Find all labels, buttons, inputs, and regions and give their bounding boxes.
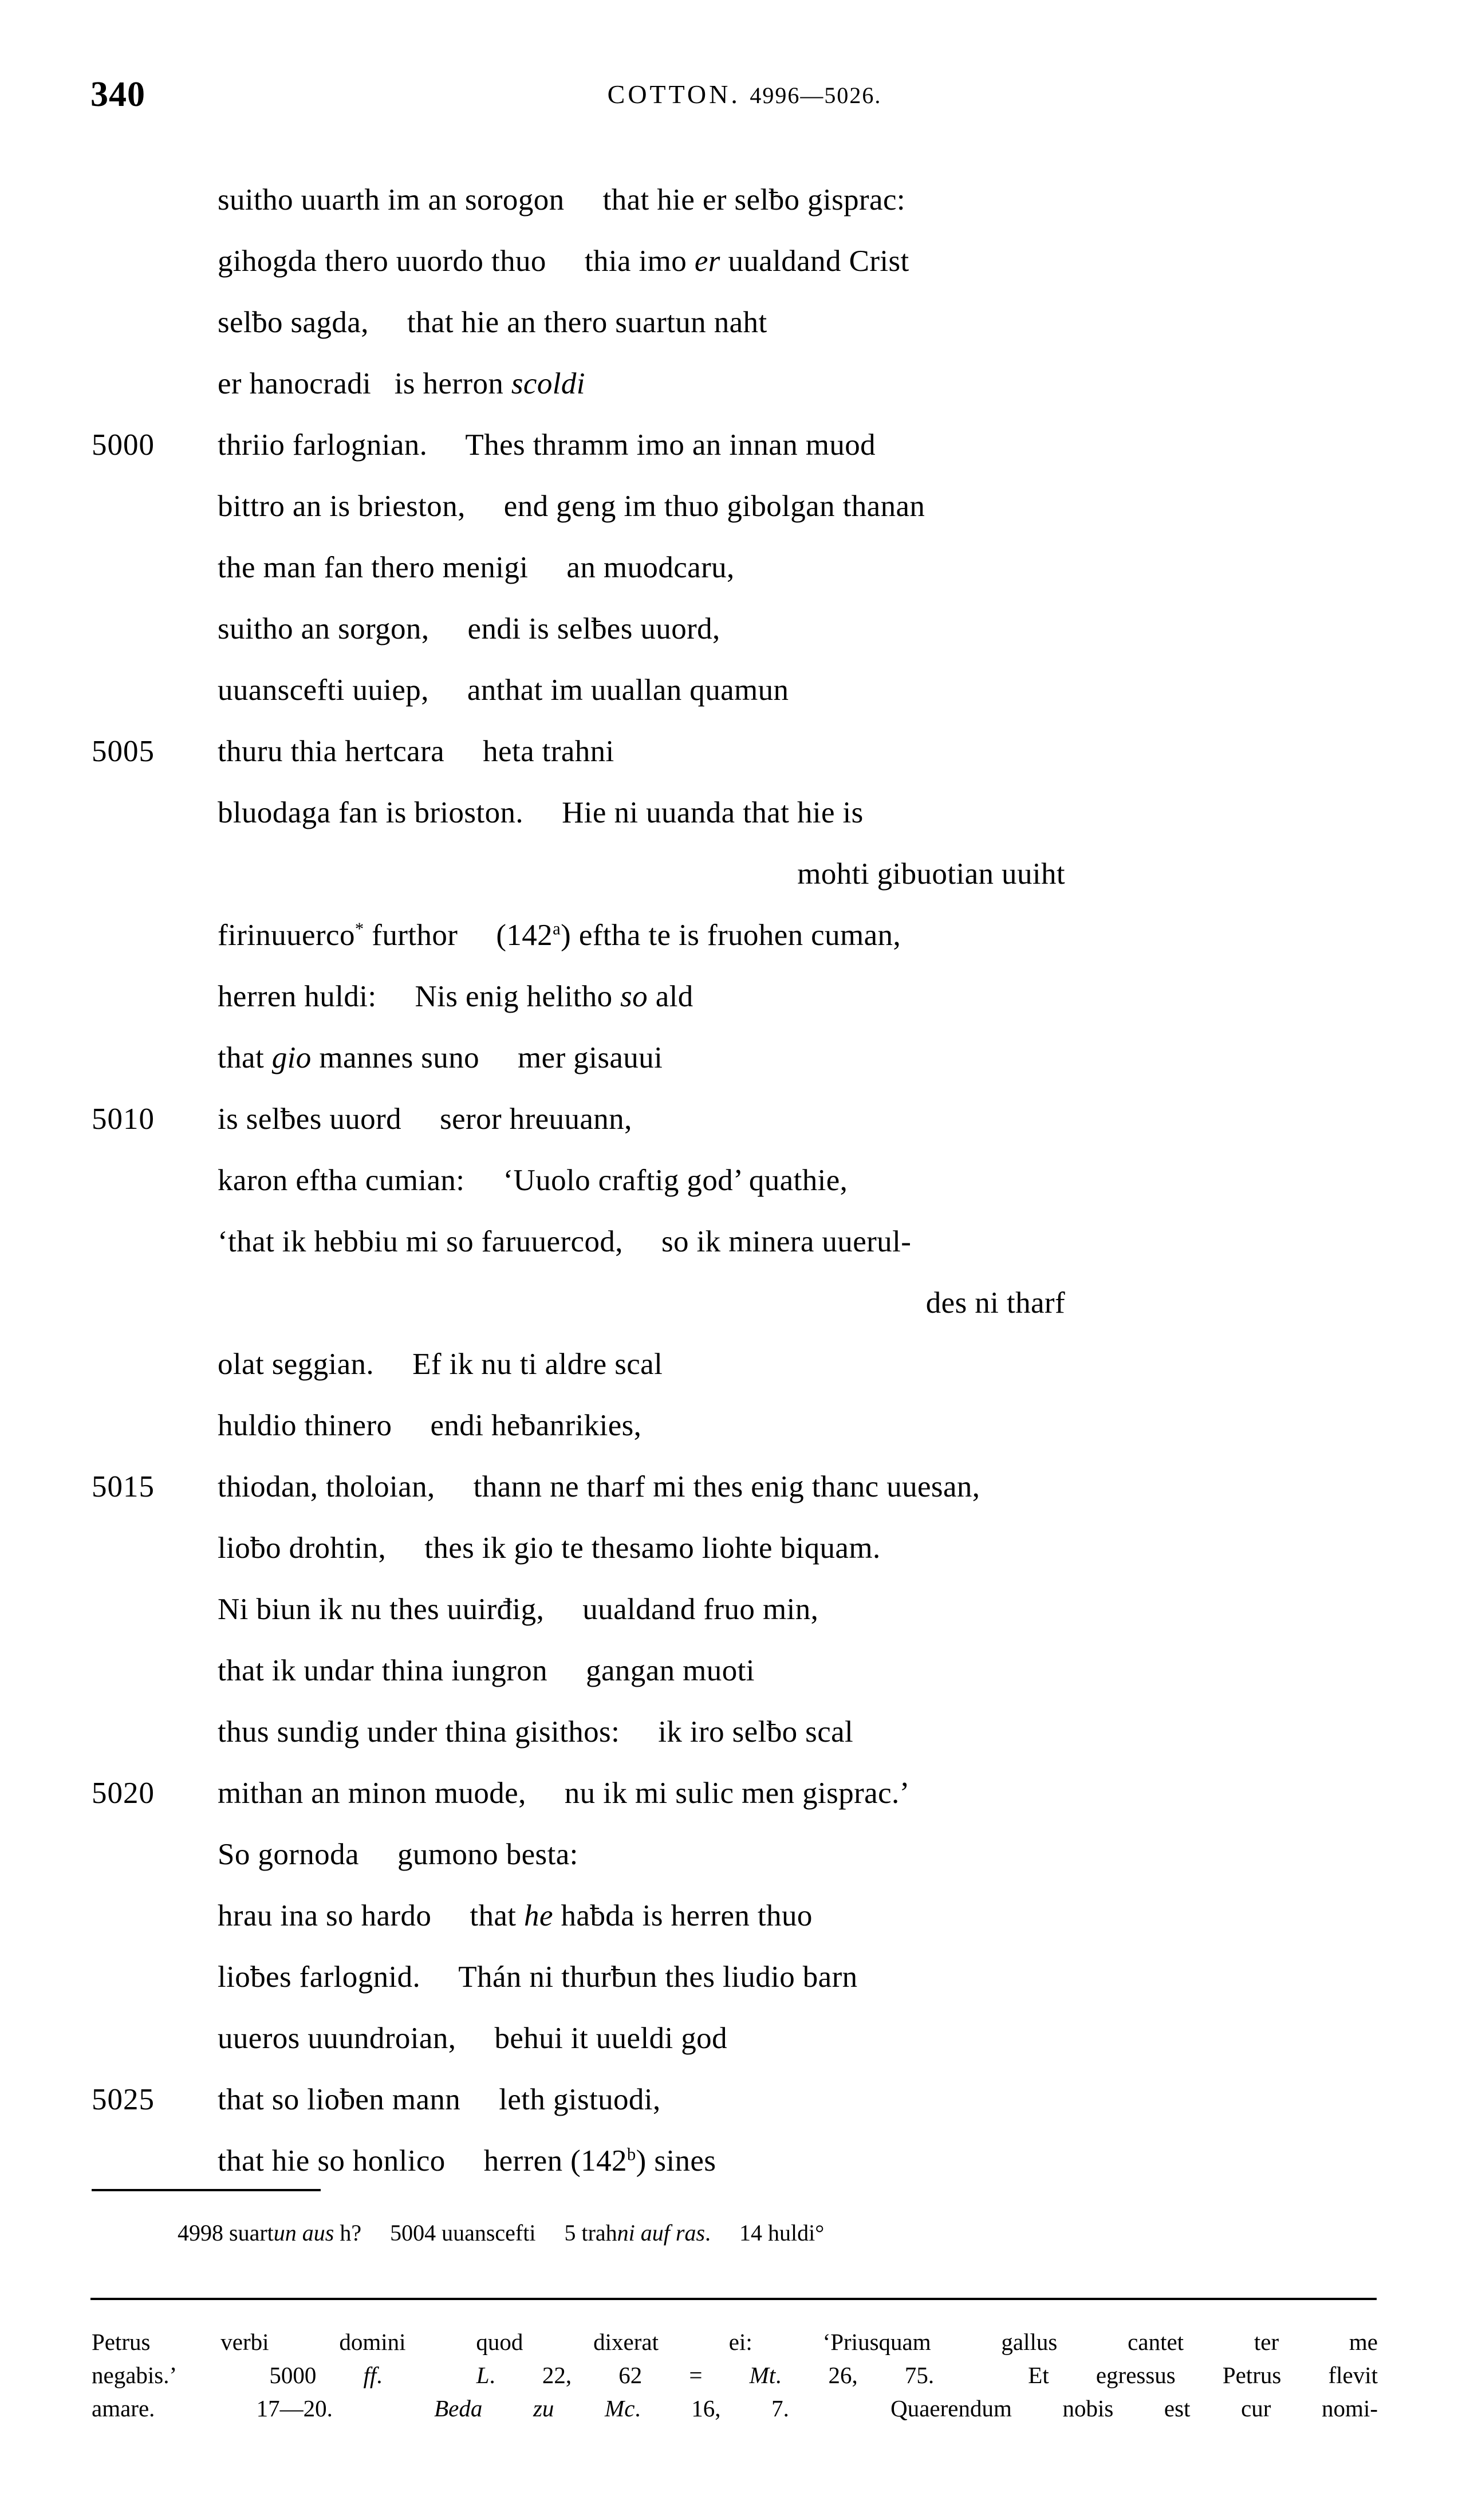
verse-line xyxy=(0,170,1466,231)
verse-line xyxy=(0,476,1466,537)
verse-runover-text: des ni tharf xyxy=(925,1286,1065,1320)
verse-text: er hanocradi is herron scoldi xyxy=(218,367,585,400)
verse-line xyxy=(0,292,1466,353)
verse-line xyxy=(0,782,1466,844)
verse-line xyxy=(0,966,1466,1027)
verse-text: So gornoda gumono besta: xyxy=(218,1838,578,1871)
verse-line-number: 5020 xyxy=(92,1777,155,1810)
verse-line xyxy=(0,2008,1466,2069)
verse-text: is selƀes uuord seror hreuuann, xyxy=(218,1102,632,1136)
verse-line xyxy=(0,1456,1466,1518)
verse-line-number: 5015 xyxy=(92,1470,155,1503)
verse-text: huldio thinero endi heƀanrikies, xyxy=(218,1409,642,1442)
verse-runover-text: mohti gibuotian uuiht xyxy=(797,857,1065,891)
verse-line xyxy=(0,1027,1466,1089)
verse-line xyxy=(0,905,1466,966)
verse-text: selƀo sagda, that hie an thero suartun naht xyxy=(218,306,767,339)
running-title-main: COTTON. xyxy=(607,80,740,109)
verse-text: mithan an minon muode, nu ik mi sulic men gisprac.’ xyxy=(218,1777,910,1810)
verse-line xyxy=(0,1150,1466,1211)
latin-footnote xyxy=(92,2325,1378,2425)
apparatus-line: 4998 suartun aus h? 5004 uuanscefti 5 trahni auf ras. 14 huldi° xyxy=(178,2220,825,2246)
verse-line xyxy=(0,415,1466,476)
verse-text: bittro an is brieston, end geng im thuo gibolgan thanan xyxy=(218,490,925,523)
latin-footnote-line: negabis.’ 5000 ff. L. 22, 62 = Mt. 26, 75. Et egressus Petrus flevit xyxy=(92,2362,1378,2388)
verse-line xyxy=(0,598,1466,660)
running-title-range: 4996—5026. xyxy=(750,82,882,108)
verse-line xyxy=(0,1395,1466,1456)
verse-line xyxy=(0,1273,1466,1334)
verse-line-number: 5005 xyxy=(92,735,155,768)
verse-line xyxy=(0,2131,1466,2192)
verse-line xyxy=(0,1885,1466,1947)
verse-text: ‘that ik hebbiu mi so faruuercod, so ik minera uuerul- xyxy=(218,1225,912,1258)
verse-line xyxy=(0,1702,1466,1763)
running-head xyxy=(0,69,1466,120)
verse-text: thus sundig under thina gisithos: ik iro selƀo scal xyxy=(218,1715,854,1749)
verse-line-number: 5010 xyxy=(92,1102,155,1136)
running-title xyxy=(0,69,1466,121)
verse-text: gihogda thero uuordo thuo thia imo er uualdand Crist xyxy=(218,245,909,278)
verse-line xyxy=(0,1579,1466,1640)
verse-text: hrau ina so hardo that he haƀda is herren thuo xyxy=(218,1899,813,1932)
apparatus-divider-rule xyxy=(92,2189,321,2191)
verse-text: that hie so honlico herren (142$^b$) sines xyxy=(218,2144,716,2178)
verse-text: herren huldi: Nis enig helitho so ald xyxy=(218,980,693,1013)
verse-text: thriio farlognian. Thes thramm imo an innan muod xyxy=(218,428,876,462)
verse-body xyxy=(0,170,1466,2192)
verse-text: lioƀo drohtin, thes ik gio te thesamo liohte biquam. xyxy=(218,1531,881,1565)
verse-line xyxy=(0,1334,1466,1395)
critical-apparatus xyxy=(0,2215,1466,2322)
verse-text: karon eftha cumian: ‘Uuolo craftig god’ quathie, xyxy=(218,1164,848,1197)
verse-line xyxy=(0,1211,1466,1273)
verse-line xyxy=(0,721,1466,782)
verse-text: firinuuerco* furthor (142$^a$) eftha te is fruohen cuman, xyxy=(218,919,901,952)
verse-text: thuru thia hertcara heta trahni xyxy=(218,735,614,768)
folio-number: 340 xyxy=(90,75,145,114)
verse-line xyxy=(0,1947,1466,2008)
verse-line xyxy=(0,2069,1466,2131)
verse-text: that so lioƀen mann leth gistuodi, xyxy=(218,2083,661,2116)
verse-line xyxy=(0,844,1466,905)
verse-line-number: 5025 xyxy=(92,2083,155,2116)
verse-text: uueros uuundroian, behui it uueldi god xyxy=(218,2022,727,2055)
latin-footnote-line: amare. 17—20. Beda zu Mc. 16, 7. Quaerendum nobis est cur nomi- xyxy=(92,2395,1378,2421)
latin-footnote-line: Petrus verbi domini quod dixerat ei: ‘Priusquam gallus cantet ter me xyxy=(92,2329,1378,2355)
verse-line xyxy=(0,353,1466,415)
verse-line xyxy=(0,1763,1466,1824)
verse-line-number: 5000 xyxy=(92,428,155,462)
verse-text: lioƀes farlognid. Thán ni thurƀun thes liudio barn xyxy=(218,1960,858,1994)
verse-line xyxy=(0,1640,1466,1702)
verse-text: thiodan, tholoian, thann ne tharf mi thes enig thanc uuesan, xyxy=(218,1470,980,1503)
verse-text: that gio mannes suno mer gisauui xyxy=(218,1041,663,1074)
verse-line xyxy=(0,1824,1466,1885)
verse-text: uuanscefti uuiep, anthat im uuallan quamun xyxy=(218,674,789,707)
verse-line xyxy=(0,660,1466,721)
verse-text: that ik undar thina iungron gangan muoti xyxy=(218,1654,755,1687)
verse-line xyxy=(0,1518,1466,1579)
verse-text: suitho uuarth im an sorogon that hie er selƀo gisprac: xyxy=(218,183,906,216)
verse-text: Ni biun ik nu thes uuirđig, uualdand fruo min, xyxy=(218,1593,819,1626)
verse-text: bluodaga fan is brioston. Hie ni uuanda that hie is xyxy=(218,796,864,829)
verse-text: the man fan thero menigi an muodcaru, xyxy=(218,551,735,584)
verse-line xyxy=(0,231,1466,292)
verse-text: olat seggian. Ef ik nu ti aldre scal xyxy=(218,1348,663,1381)
verse-line xyxy=(0,1089,1466,1150)
verse-line xyxy=(0,537,1466,598)
verse-text: suitho an sorgon, endi is selƀes uuord, xyxy=(218,612,720,645)
